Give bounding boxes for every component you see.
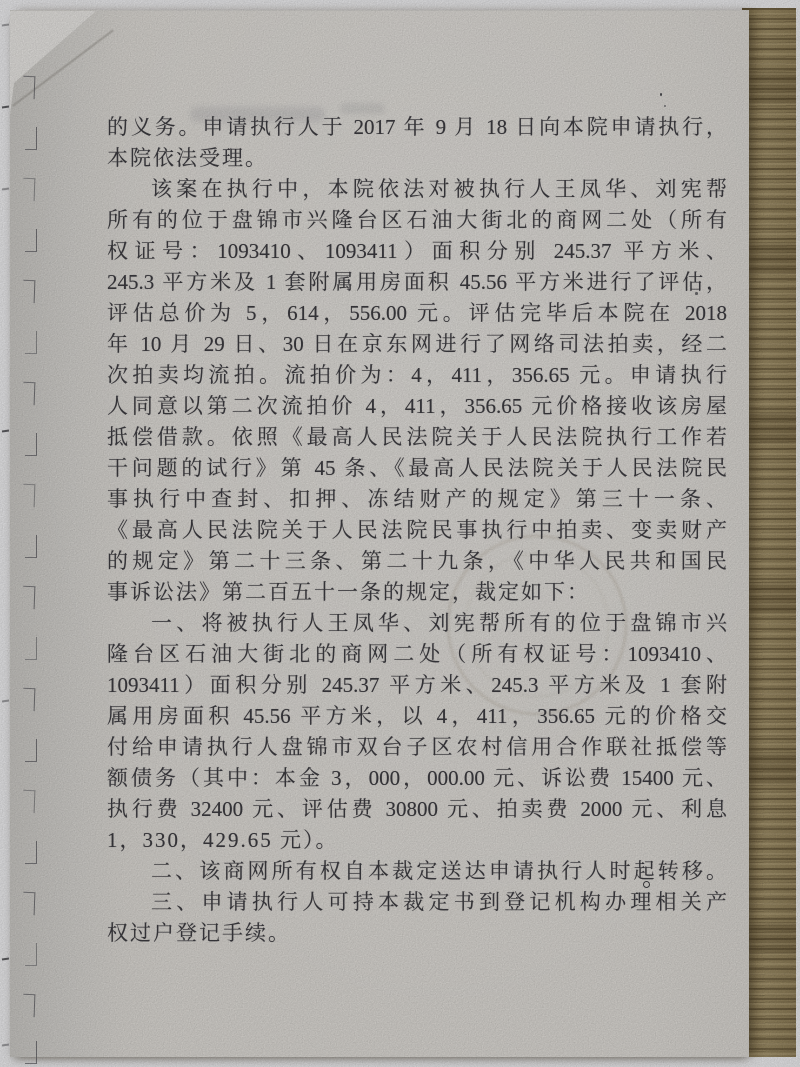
document-line: 的规定》第二十三条、第二十九条，《中华人民共和国民 <box>107 549 727 573</box>
page-edge-dash <box>2 188 9 191</box>
binding-hole-mark <box>25 739 37 762</box>
document-line: 权证号：1093410、1093411）面积分别 245.37 平方米、 <box>107 239 727 263</box>
document-line: 三、申请执行人可持本裁定书到登记机构办理相关产 <box>151 890 727 914</box>
binding-hole-mark <box>23 994 36 1017</box>
document-line: 年 10 月 29 日、30 日在京东网进行了网络司法拍卖，经二 <box>107 332 727 356</box>
document-line: 属用房面积 45.56 平方米，以 4，411，356.65 元的价格交 <box>107 704 727 728</box>
page-edge-dash <box>2 24 9 27</box>
binding-hole-mark <box>23 382 36 405</box>
binding-hole-mark <box>23 586 36 609</box>
binding-hole-mark <box>25 535 37 558</box>
document-line: 次拍卖均流拍。流拍价为：4，411，356.65 元。申请执行 <box>107 363 727 387</box>
document-line: 245.3 平方米及 1 套附属用房面积 45.56 平方米进行了评估， <box>107 270 727 294</box>
paper-speck <box>660 93 662 96</box>
document-line: 隆台区石油大街北的商网二处（所有权证号：1093410、 <box>107 642 727 666</box>
document-line: 付给申请执行人盘锦市双台子区农村信用合作联社抵偿等 <box>107 735 727 759</box>
page-edge-dash <box>2 1044 9 1047</box>
binding-hole-mark <box>25 637 37 660</box>
document-line: 所有的位于盘锦市兴隆台区石油大街北的商网二处（所有 <box>107 208 727 232</box>
document-line: 一、将被执行人王凤华、刘宪帮所有的位于盘锦市兴 <box>151 611 727 635</box>
binding-hole-mark <box>23 790 36 813</box>
wood-table-background <box>742 8 796 1057</box>
document-line: 1093411）面积分别 245.37 平方米、245.3 平方米及 1 套附 <box>107 673 727 697</box>
document-line: 执行费 32400 元、评估费 30800 元、拍卖费 2000 元、利息 <box>107 797 727 821</box>
binding-hole-mark <box>23 280 36 303</box>
document-line: 权过户登记手续。 <box>107 921 291 945</box>
document-line: 事执行中查封、扣押、冻结财产的规定》第三十一条、 <box>107 487 727 511</box>
binding-hole-mark <box>25 433 37 456</box>
paper-speck <box>664 105 666 107</box>
page-edge-dash <box>2 106 9 109</box>
document-line: 评估总价为 5，614，556.00 元。评估完毕后本院在 2018 <box>107 301 727 325</box>
document-line: 的义务。申请执行人于 2017 年 9 月 18 日向本院申请执行， <box>107 115 727 139</box>
document-line: 二、该商网所有权自本裁定送达申请执行人时起转移。 <box>151 859 727 883</box>
binding-hole-mark <box>25 943 37 966</box>
binding-hole-mark <box>23 76 36 99</box>
document-line: 抵偿借款。依照《最高人民法院关于人民法院执行工作若 <box>107 425 727 449</box>
document-line: 本院依法受理。 <box>107 146 268 170</box>
paper-page <box>10 10 749 1057</box>
document-text-block <box>107 112 727 949</box>
binding-hole-mark <box>23 892 36 915</box>
document-line: 《最高人民法院关于人民法院民事执行中拍卖、变卖财产 <box>107 518 727 542</box>
binding-hole-mark <box>25 841 37 864</box>
page-edge-dash <box>2 958 9 961</box>
page-edge-dash <box>2 430 9 433</box>
page-edge-dash <box>2 700 9 703</box>
document-line: 事诉讼法》第二百五十一条的规定，裁定如下： <box>107 580 590 604</box>
document-line: 人同意以第二次流拍价 4，411，356.65 元价格接收该房屋 <box>107 394 727 418</box>
binding-hole-mark <box>25 127 37 150</box>
binding-hole-mark <box>23 688 36 711</box>
document-line: 1，330，429.65 元）。 <box>107 828 339 852</box>
document-line: 额债务（其中：本金 3，000，000.00 元、诉讼费 15400 元、 <box>107 766 727 790</box>
binding-hole-mark <box>23 178 36 201</box>
binding-hole-mark <box>25 1041 37 1064</box>
binding-hole-mark <box>25 229 37 252</box>
document-line: 干问题的试行》第 45 条、《最高人民法院关于人民法院民 <box>107 456 727 480</box>
document-line: 该案在执行中，本院依法对被执行人王凤华、刘宪帮 <box>151 177 727 201</box>
binding-hole-mark <box>23 484 36 507</box>
binding-hole-mark <box>25 331 37 354</box>
